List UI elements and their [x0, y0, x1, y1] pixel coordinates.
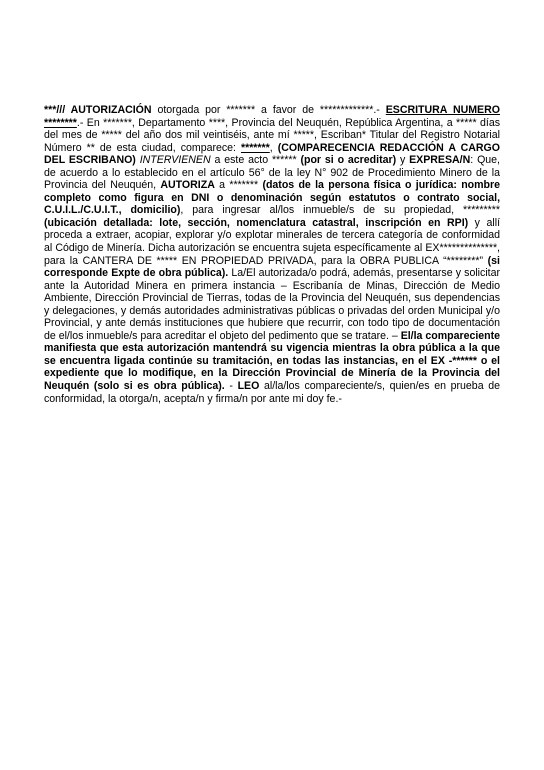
- autoriza-label: AUTORIZA: [160, 179, 215, 192]
- deed-heading: ***/// AUTORIZACIÓN: [44, 104, 152, 116]
- public-works-note: (si corresponde Expte de obra pública).: [44, 254, 500, 280]
- text-run: y: [396, 154, 410, 167]
- intervienen-label: INTERVIENEN: [139, 154, 211, 167]
- text-run: ,: [269, 141, 278, 154]
- text-run: y allí proceda a extraer, acopiar, explorar y/o explotar minerales de tercera categoría de conformidad al Código de Minería. Dicha autorización se encuentra sujeta específicamente al EX**************, para la CANTERA DE ***** EN PROPIEDAD PRIVADA, para la OBRA PUBLICA “********”: [44, 216, 500, 267]
- deed-number: ESCRITURA NUMERO ********: [44, 104, 500, 129]
- text-run: : Que, de acuerdo a lo establecido en el artículo 56° de la ley N° 902 de Procedimiento Minero de la Provincia del Neuquén,: [44, 154, 500, 192]
- authorized-party-data-note: (datos de la persona física o jurídica: nombre completo como figura en DNI o denominación según estatutos o contrato social, C.U.I.L./C.U.I.T., domicilio): [44, 179, 500, 217]
- text-run: , para ingresar al/los inmueble/s de su propiedad, *********: [180, 204, 500, 217]
- leo-label: LEO: [237, 380, 260, 393]
- appearing-party-name: *******: [240, 141, 270, 154]
- deed-paragraph: [44, 104, 500, 405]
- capacity-note: (por si o acreditar): [300, 154, 397, 167]
- text-run: al/la/los compareciente/s, quien/es en prueba de conformidad, la otorga/n, acepta/n y firma/n por ante mi doy fe.-: [44, 380, 500, 405]
- expresa-label: EXPRESA/N: [409, 154, 471, 167]
- validity-clause: El/la compareciente manifiesta que esta autorización mantendrá su vigencia mientras la obra pública a la que se encuentra ligada continúe su tramitación, en todas las instancias, en el EX -****** o el expediente que lo modifique, en la Dirección Provincial de Minería de la Provincia del Neuquén (solo si es obra pública).: [44, 329, 501, 393]
- text-run: otorgada por ******* a favor de *************.-: [151, 104, 386, 116]
- text-run: La/El autorizada/o podrá, además, presentarse y solicitar ante la Autoridad Minera en primera instancia – Escribanía de Minas, Dirección de Medio Ambiente, Dirección Provincial de Tierras, todas de la Provincia del Neuquén, sus dependencias y delegaciones, y demás autoridades administrativas públicas o privadas del orden Municipal y/o Provincial, y ante demás instituciones que hubiere que recurrir, con todo tipo de documentación de el/los inmueble/s para acreditar el objeto del pedimento que se tratare. –: [44, 267, 500, 342]
- document-page: [44, 104, 500, 405]
- appearance-note: (COMPARECENCIA REDACCIÓN A CARGO DEL ESCRIBANO): [44, 141, 500, 167]
- text-run: -: [224, 380, 238, 393]
- text-run: .- En *******, Departamento ****, Provincia del Neuquén, República Argentina, a ***** días del mes de ***** del año dos mil veintiséis, ante mí *****, Escriban* Titular del Registro Notarial Número ** de esta ciudad, comparece:: [44, 116, 500, 154]
- text-run: a *******: [214, 179, 263, 192]
- text-run: a este acto ******: [210, 154, 301, 167]
- property-location-note: (ubicación detallada: lote, sección, nomenclatura catastral, inscripción en RPI): [44, 216, 469, 229]
